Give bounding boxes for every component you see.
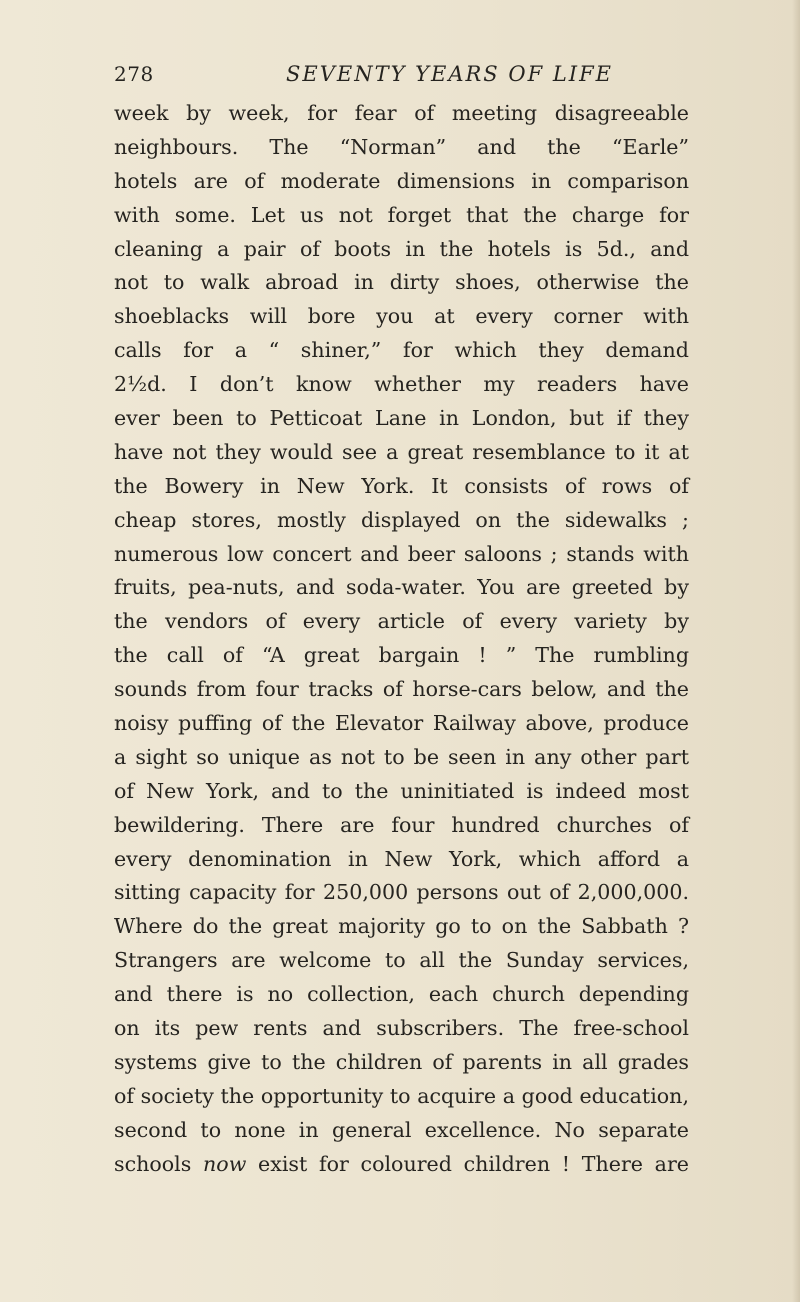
text-line: and there is no collection, each church depending	[114, 982, 689, 1007]
text-line: of New York, and to the uninitiated is indeed most	[114, 778, 689, 803]
text-line: a sight so unique as not to be seen in any other part	[114, 744, 689, 769]
text-fragment: schools	[114, 1151, 204, 1176]
text-line: 2½d. I don’t know whether my readers have	[114, 372, 689, 397]
text-line: noisy puffing of the Elevator Railway above, produce	[114, 711, 689, 736]
text-line: Where do the great majority go to on the Sabbath ?	[114, 914, 689, 939]
text-line: sounds from four tracks of horse-cars below, and the	[114, 677, 689, 702]
text-line: the vendors of every article of every variety by	[114, 609, 689, 634]
text-line: the call of “A great bargain ! ” The rumbling	[114, 643, 689, 668]
text-line: of society the opportunity to acquire a good education,	[114, 1083, 689, 1108]
text-line: calls for a “ shiner,” for which they demand	[114, 338, 689, 363]
text-line: neighbours. The “Norman” and the “Earle”	[114, 134, 689, 159]
text-line: hotels are of moderate dimensions in comparison	[114, 168, 689, 193]
text-line-last	[114, 1148, 689, 1182]
text-line: not to walk abroad in dirty shoes, otherwise the	[114, 270, 689, 295]
text-line: ever been to Petticoat Lane in London, but if they	[114, 406, 689, 431]
text-line: on its pew rents and subscribers. The free-school	[114, 1016, 689, 1041]
body-text	[114, 97, 689, 1182]
text-line: systems give to the children of parents in all grades	[114, 1049, 689, 1074]
text-line: cleaning a pair of boots in the hotels is 5d., and	[114, 236, 689, 261]
page-edge-shadow	[792, 0, 800, 1302]
text-fragment: exist for coloured children ! There are	[246, 1151, 689, 1176]
text-line: sitting capacity for 250,000 persons out of 2,000,000.	[114, 880, 689, 905]
text-line: numerous low concert and beer saloons ; stands with	[114, 541, 689, 566]
text-line: have not they would see a great resemblance to it at	[114, 439, 689, 464]
text-line: the Bowery in New York. It consists of rows of	[114, 473, 689, 498]
text-line: every denomination in New York, which afford a	[114, 846, 689, 871]
text-line: fruits, pea-nuts, and soda-water. You are greeted by	[114, 575, 689, 600]
page-header	[114, 56, 689, 92]
text-line: bewildering. There are four hundred churches of	[114, 812, 689, 837]
text-line: week by week, for fear of meeting disagreeable	[114, 101, 689, 125]
text-line: second to none in general excellence. No separate	[114, 1117, 689, 1142]
page-number: 278	[114, 62, 154, 86]
text-line: shoeblacks will bore you at every corner with	[114, 304, 689, 329]
text-line: Strangers are welcome to all the Sunday services,	[114, 948, 689, 973]
italic-word: now	[203, 1151, 247, 1176]
text-line: cheap stores, mostly displayed on the sidewalks ;	[114, 507, 689, 532]
running-title: SEVENTY YEARS OF LIFE	[286, 62, 613, 86]
text-line: with some. Let us not forget that the charge for	[114, 202, 689, 227]
